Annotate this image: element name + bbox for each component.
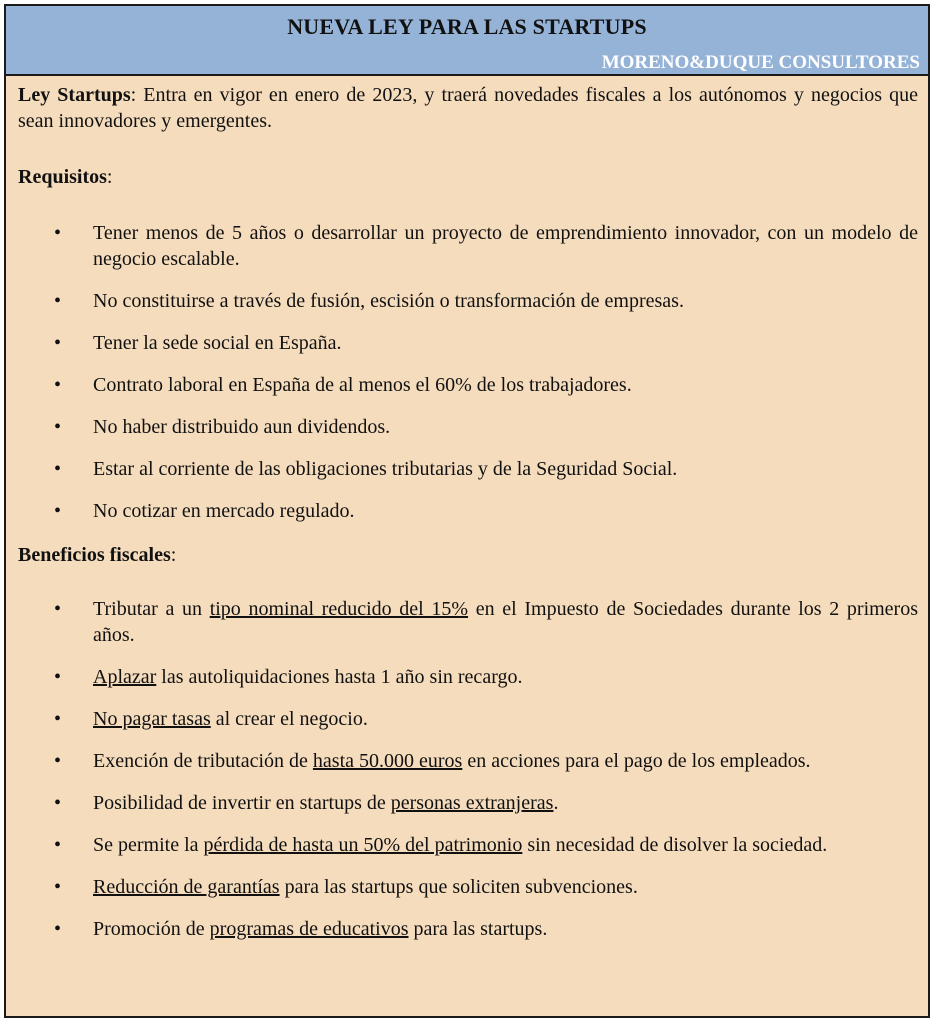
bullet-icon: • [54,458,62,480]
beneficio-item [18,790,918,816]
beneficio-text-pre: Posibilidad de invertir en startups de [93,792,391,814]
requisito-item [18,414,918,440]
bullet-icon: • [54,416,62,438]
beneficios-list [18,596,918,942]
beneficio-text-post: al crear el negocio. [210,708,368,730]
beneficio-highlight: pérdida de hasta un 50% del patrimonio [203,834,523,856]
requisitos-heading: Requisitos: [18,166,113,188]
requisito-text: Estar al corriente de las obligaciones tributarias y de la Seguridad Social. [93,458,678,480]
content [6,76,928,942]
beneficio-highlight: Reducción de garantías [93,876,280,898]
requisito-item [18,498,918,524]
bullet-icon: • [54,708,62,730]
beneficio-highlight: programas de educativos [209,918,409,940]
beneficio-text-post: para las startups. [408,918,548,940]
beneficio-highlight: No pagar tasas [93,708,211,730]
beneficio-text-pre: Se permite la [93,834,204,856]
requisito-item [18,330,918,356]
beneficio-text-pre: Promoción de [93,918,210,940]
beneficio-text-pre: Exención de tributación de [93,750,313,772]
requisito-text: Contrato laboral en España de al menos el 60% de los trabajadores. [93,374,632,396]
intro-paragraph [18,82,918,134]
company-name: MORENO&DUQUE CONSULTORES [601,52,920,73]
beneficio-item [18,916,918,942]
bullet-icon: • [54,332,62,354]
requisito-text: No haber distribuido aun dividendos. [93,416,391,438]
beneficio-highlight: hasta 50.000 euros [312,750,463,772]
header-band [6,6,928,76]
bullet-icon: • [54,222,62,244]
bullet-icon: • [54,792,62,814]
bullet-icon: • [54,666,62,688]
beneficio-item [18,874,918,900]
bullet-icon: • [54,290,62,312]
beneficio-highlight: personas extranjeras [390,792,554,814]
beneficio-text-post: en acciones para el pago de los empleados. [462,750,811,772]
beneficios-heading: Beneficios fiscales: [18,544,177,566]
beneficio-text-post: para las startups que soliciten subvenciones. [279,876,638,898]
requisitos-list [18,220,918,524]
bullet-icon: • [54,500,62,522]
beneficio-highlight: tipo nominal reducido del 15% [209,598,469,620]
requisito-item [18,372,918,398]
beneficio-item [18,664,918,690]
requisito-item [18,220,918,272]
requisito-item [18,288,918,314]
bullet-icon: • [54,834,62,856]
requisito-text: No constituirse a través de fusión, escisión o transformación de empresas. [93,290,684,312]
beneficio-item [18,748,918,774]
page-title: NUEVA LEY PARA LAS STARTUPS [287,14,647,39]
beneficio-text-post: . [553,792,559,814]
bullet-icon: • [54,750,62,772]
bullet-icon: • [54,876,62,898]
bullet-icon: • [54,598,62,620]
beneficio-item [18,832,918,858]
beneficio-text-post: las autoliquidaciones hasta 1 año sin recargo. [156,666,523,688]
requisito-text: No cotizar en mercado regulado. [93,500,355,522]
beneficio-highlight: Aplazar [93,666,157,688]
intro-label: Ley Startups [18,84,131,106]
bullet-icon: • [54,374,62,396]
requisito-text: Tener la sede social en España. [93,332,342,354]
beneficio-text-pre: Tributar a un [93,598,210,620]
bullet-icon: • [54,918,62,940]
intro-text: : Entra en vigor en enero de 2023, y traerá novedades fiscales a los autónomos y negocios que sean innovadores y emergentes. [18,84,918,132]
beneficio-text-post: en el Impuesto de Sociedades durante los 2 primeros años. [93,598,918,646]
beneficio-item [18,596,918,648]
beneficio-text-post: sin necesidad de disolver la sociedad. [522,834,828,856]
requisito-text: Tener menos de 5 años o desarrollar un proyecto de emprendimiento innovador, con un modelo de negocio escalable. [93,222,918,270]
document-box [4,4,930,1018]
beneficio-item [18,706,918,732]
requisito-item [18,456,918,482]
